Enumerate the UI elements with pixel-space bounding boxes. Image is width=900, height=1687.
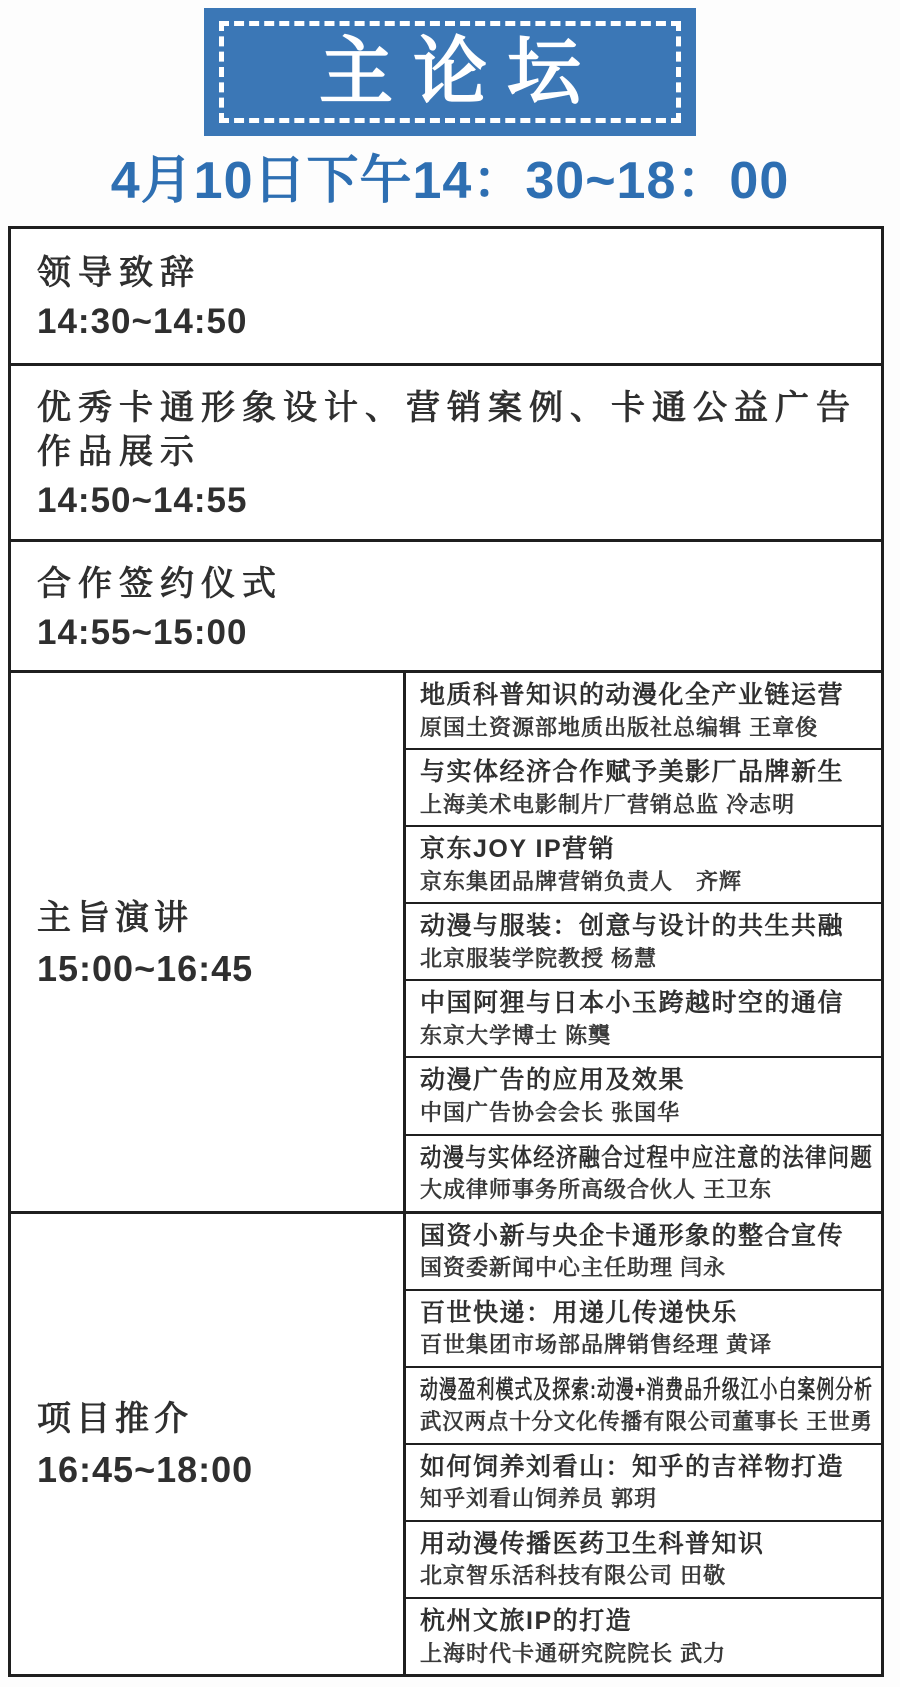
talk-title: 如何饲养刘看山：知乎的吉祥物打造 <box>420 1452 845 1481</box>
section-label-cell <box>11 673 403 1210</box>
talk-item-row <box>406 1599 881 1674</box>
talk-speaker: 原国土资源部地质出版社总编辑 王章俊 <box>420 714 819 740</box>
talk-title: 地质科普知识的动漫化全产业链运营 <box>420 681 845 710</box>
talk-speaker: 百世集团市场部品牌销售经理 黄译 <box>420 1332 773 1358</box>
section-time: 16:45~18:00 <box>37 1449 254 1491</box>
talk-speaker: 大成律师事务所高级合伙人 王卫东 <box>420 1177 773 1203</box>
talk-speaker: 武汉两点十分文化传播有限公司董事长 王世勇 <box>420 1409 873 1435</box>
session-title: 领导致辞 <box>37 254 201 293</box>
talk-title: 用动漫传播医药卫生科普知识 <box>420 1529 765 1558</box>
session-time: 14:30~14:50 <box>37 302 248 342</box>
schedule-section-row <box>11 673 881 1213</box>
talk-title: 京东JOY IP营销 <box>420 835 616 864</box>
forum-title-banner <box>204 8 696 136</box>
section-items-column <box>403 1214 881 1674</box>
talk-title: 动漫与实体经济融合过程中应注意的法律问题 <box>420 1143 873 1172</box>
talk-item-row <box>406 1291 881 1368</box>
talk-title: 动漫盈利模式及探索:动漫+消费品升级江小白案例分析 <box>420 1375 873 1404</box>
talk-item-row <box>406 1214 881 1291</box>
schedule-row <box>11 366 881 542</box>
talk-item-row <box>406 673 881 750</box>
date-heading: 4月10日下午14：30~18：00 <box>110 152 790 210</box>
page-title: 主论坛 <box>319 30 601 113</box>
talk-item-row <box>406 750 881 827</box>
schedule-row <box>11 229 881 366</box>
section-title: 主旨演讲 <box>37 898 193 937</box>
schedule-row <box>11 542 881 673</box>
talk-speaker: 京东集团品牌营销负责人 齐辉 <box>420 869 743 895</box>
talk-title: 中国阿狸与日本小玉跨越时空的通信 <box>420 989 845 1018</box>
talk-speaker: 上海时代卡通研究院院长 武力 <box>420 1640 727 1666</box>
talk-title: 国资小新与央企卡通形象的整合宣传 <box>420 1221 845 1250</box>
section-title: 项目推介 <box>37 1400 193 1439</box>
section-label-cell <box>11 1214 403 1674</box>
talk-speaker: 北京智乐活科技有限公司 田敬 <box>420 1563 727 1589</box>
talk-item-row <box>406 1522 881 1599</box>
forum-schedule-page <box>0 8 900 1677</box>
talk-title: 动漫与服装：创意与设计的共生共融 <box>420 912 845 941</box>
talk-title: 杭州文旅IP的打造 <box>420 1606 633 1635</box>
talk-item-row <box>406 904 881 981</box>
session-time: 14:55~15:00 <box>37 612 248 652</box>
talk-title: 动漫广告的应用及效果 <box>420 1066 686 1095</box>
schedule-section-row <box>11 1214 881 1674</box>
section-items-column <box>403 673 881 1210</box>
talk-item-row <box>406 1445 881 1522</box>
talk-item-row <box>406 981 881 1058</box>
talk-item-row <box>406 1058 881 1135</box>
session-title: 优秀卡通形象设计、营销案例、卡通公益广告作品展示 <box>37 388 857 472</box>
section-time: 15:00~16:45 <box>37 947 254 989</box>
talk-speaker: 中国广告协会会长 张国华 <box>420 1100 681 1126</box>
talk-item-row <box>406 1136 881 1211</box>
session-time: 14:50~14:55 <box>37 481 248 521</box>
talk-speaker: 知乎刘看山饲养员 郭玥 <box>420 1486 658 1512</box>
talk-speaker: 北京服装学院教授 杨慧 <box>420 946 658 972</box>
talk-speaker: 东京大学博士 陈龑 <box>420 1023 612 1049</box>
talk-speaker: 国资委新闻中心主任助理 闫永 <box>420 1255 727 1281</box>
schedule-table <box>8 226 884 1677</box>
talk-item-row <box>406 827 881 904</box>
session-title: 合作签约仪式 <box>37 564 283 603</box>
talk-title: 与实体经济合作赋予美影厂品牌新生 <box>420 758 845 787</box>
talk-speaker: 上海美术电影制片厂营销总监 冷志明 <box>420 792 796 818</box>
talk-title: 百世快递：用递儿传递快乐 <box>420 1298 739 1327</box>
talk-item-row <box>406 1368 881 1445</box>
